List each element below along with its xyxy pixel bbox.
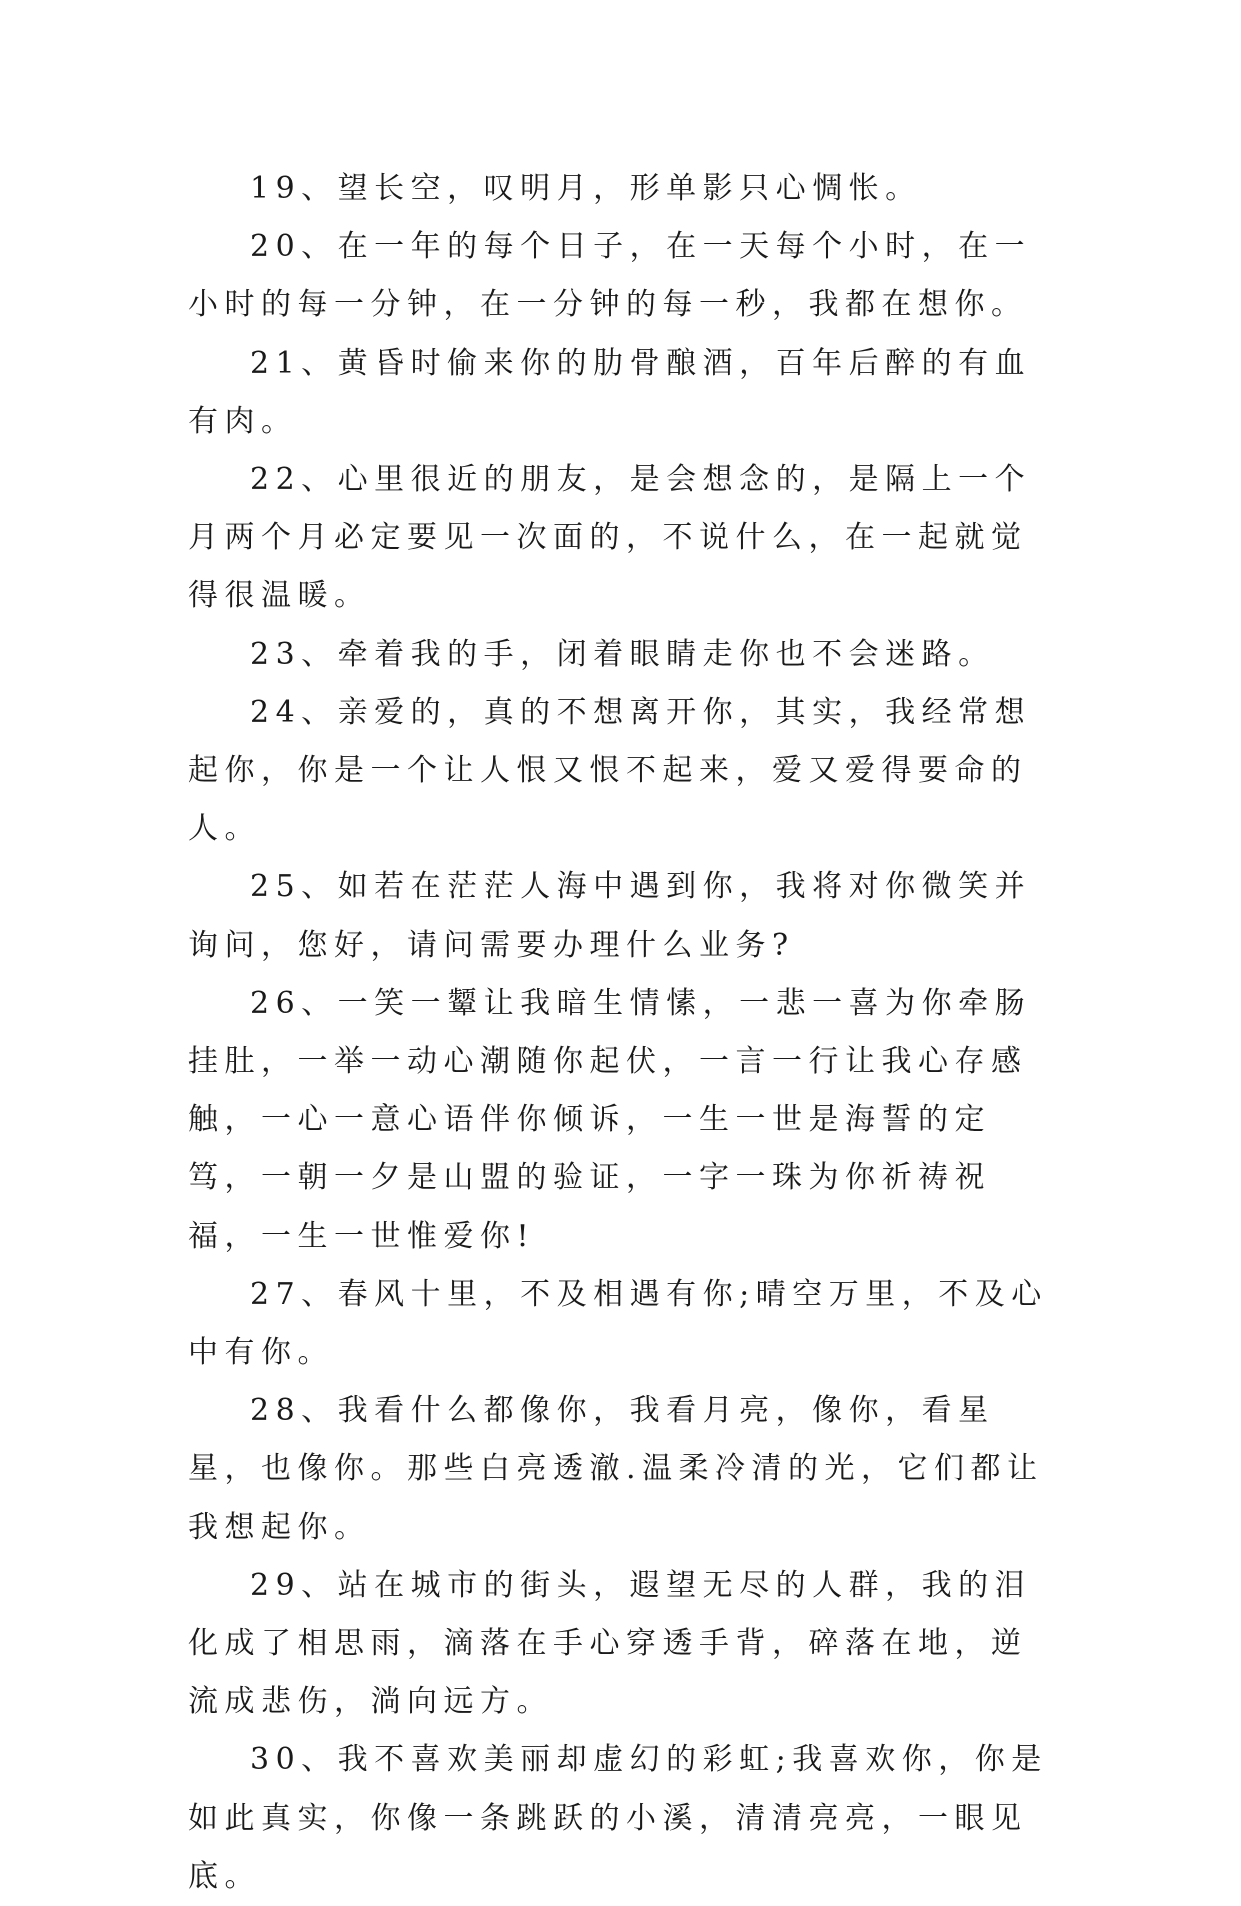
document-body — [188, 160, 1058, 1906]
paragraph-21: 21、黄昏时偷来你的肋骨酿酒，百年后醉的有血有肉。 — [188, 345, 1032, 439]
paragraph-27: 27、春风十里，不及相遇有你;晴空万里，不及心中有你。 — [188, 1276, 1048, 1371]
paragraph-26: 26、一笑一颦让我暗生情愫，一悲一喜为你牵肠挂肚，一举一动心潮随你起伏，一言一行让我心存感触，一心一意心语伴你倾诉，一生一世是海誓的定笃，一朝一夕是山盟的验证，一字一珠为你祈祷祝福，一生一世惟爱你! — [188, 985, 1032, 1254]
paragraph-25: 25、如若在茫茫人海中遇到你，我将对你微笑并询问，您好，请问需要办理什么业务? — [188, 869, 1032, 963]
paragraph-20: 20、在一年的每个日子，在一天每个小时，在一小时的每一分钟，在一分钟的每一秒，我都在想你。 — [188, 229, 1032, 323]
paragraph-28: 28、我看什么都像你，我看月亮，像你，看星星，也像你。那些白亮透澈.温柔冷清的光，它们都让我想起你。 — [188, 1393, 1044, 1545]
paragraph-19: 19、望长空，叹明月，形单影只心惆怅。 — [250, 171, 922, 206]
paragraph-24: 24、亲爱的，真的不想离开你，其实，我经常想起你，你是一个让人恨又恨不起来，爱又爱得要命的人。 — [188, 694, 1032, 847]
paragraph-29: 29、站在城市的街头，遐望无尽的人群，我的泪化成了相思雨，滴落在手心穿透手背，碎落在地，逆流成悲伤，淌向远方。 — [188, 1567, 1032, 1720]
paragraph-23: 23、牵着我的手，闭着眼睛走你也不会迷路。 — [250, 636, 995, 672]
paragraph-30: 30、我不喜欢美丽却虚幻的彩虹;我喜欢你，你是如此真实，你像一条跳跃的小溪，清清亮亮，一眼见底。 — [188, 1742, 1048, 1894]
paragraph-22: 22、心里很近的朋友，是会想念的，是隔上一个月两个月必定要见一次面的，不说什么，在一起就觉得很温暖。 — [188, 462, 1032, 614]
